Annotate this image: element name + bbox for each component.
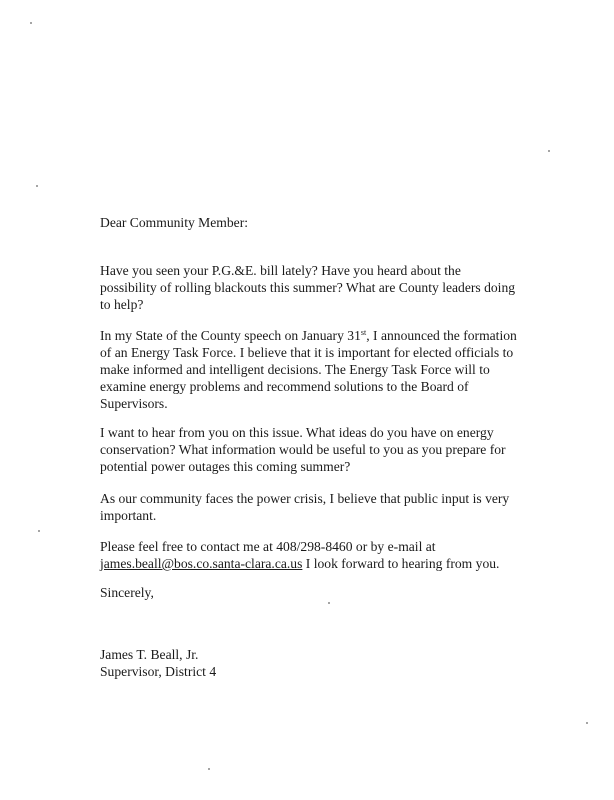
signature-block (100, 646, 540, 680)
scan-speck (208, 768, 210, 770)
paragraph-text: In my State of the County speech on January 31 (100, 328, 361, 343)
paragraph-line: I want to hear from you on this issue. What ideas do you have on energy (100, 425, 494, 440)
paragraph-line: Supervisors. (100, 396, 168, 411)
paragraph-text: , I announced the formation (366, 328, 517, 343)
paragraph-line: conservation? What information would be useful to you as you prepare for (100, 442, 506, 457)
paragraph-line: potential power outages this coming summer? (100, 459, 351, 474)
paragraph-line (100, 327, 540, 344)
paragraph-public-input (100, 490, 540, 524)
scan-speck (548, 150, 550, 152)
paragraph-line: of an Energy Task Force. I believe that it is important for elected officials to (100, 345, 514, 360)
paragraph-line: make informed and intelligent decisions. The Energy Task Force will to (100, 362, 490, 377)
scan-speck (30, 22, 32, 24)
scan-speck (38, 530, 40, 532)
ordinal-suffix: st (360, 328, 367, 337)
paragraph-intro (100, 262, 540, 313)
closing-text: Sincerely, (100, 585, 154, 600)
scan-speck (328, 602, 330, 604)
paragraph-line: Please feel free to contact me at 408/298-8460 or by e-mail at (100, 539, 436, 554)
scan-speck (586, 722, 588, 724)
paragraph-contact (100, 538, 540, 572)
paragraph-line: examine energy problems and recommend solutions to the Board of (100, 379, 469, 394)
paragraph-text: I look forward to hearing from you. (302, 556, 500, 571)
paragraph-line: Have you seen your P.G.&E. bill lately? Have you heard about the (100, 263, 461, 278)
closing (100, 584, 540, 601)
signature-name: James T. Beall, Jr. (100, 647, 199, 662)
salutation-text: Dear Community Member: (100, 215, 248, 230)
email-link[interactable]: james.beall@bos.co.santa-clara.ca.us (100, 556, 303, 571)
salutation (100, 214, 540, 231)
scan-speck (36, 185, 38, 187)
paragraph-task-force (100, 327, 540, 412)
paragraph-line: important. (100, 508, 157, 523)
paragraph-line: to help? (100, 297, 144, 312)
paragraph-line: As our community faces the power crisis, I believe that public input is very (100, 491, 510, 506)
paragraph-line (100, 555, 540, 572)
paragraph-line: possibility of rolling blackouts this summer? What are County leaders doing (100, 280, 516, 295)
signature-title: Supervisor, District 4 (100, 664, 217, 679)
paragraph-input-request (100, 424, 540, 475)
